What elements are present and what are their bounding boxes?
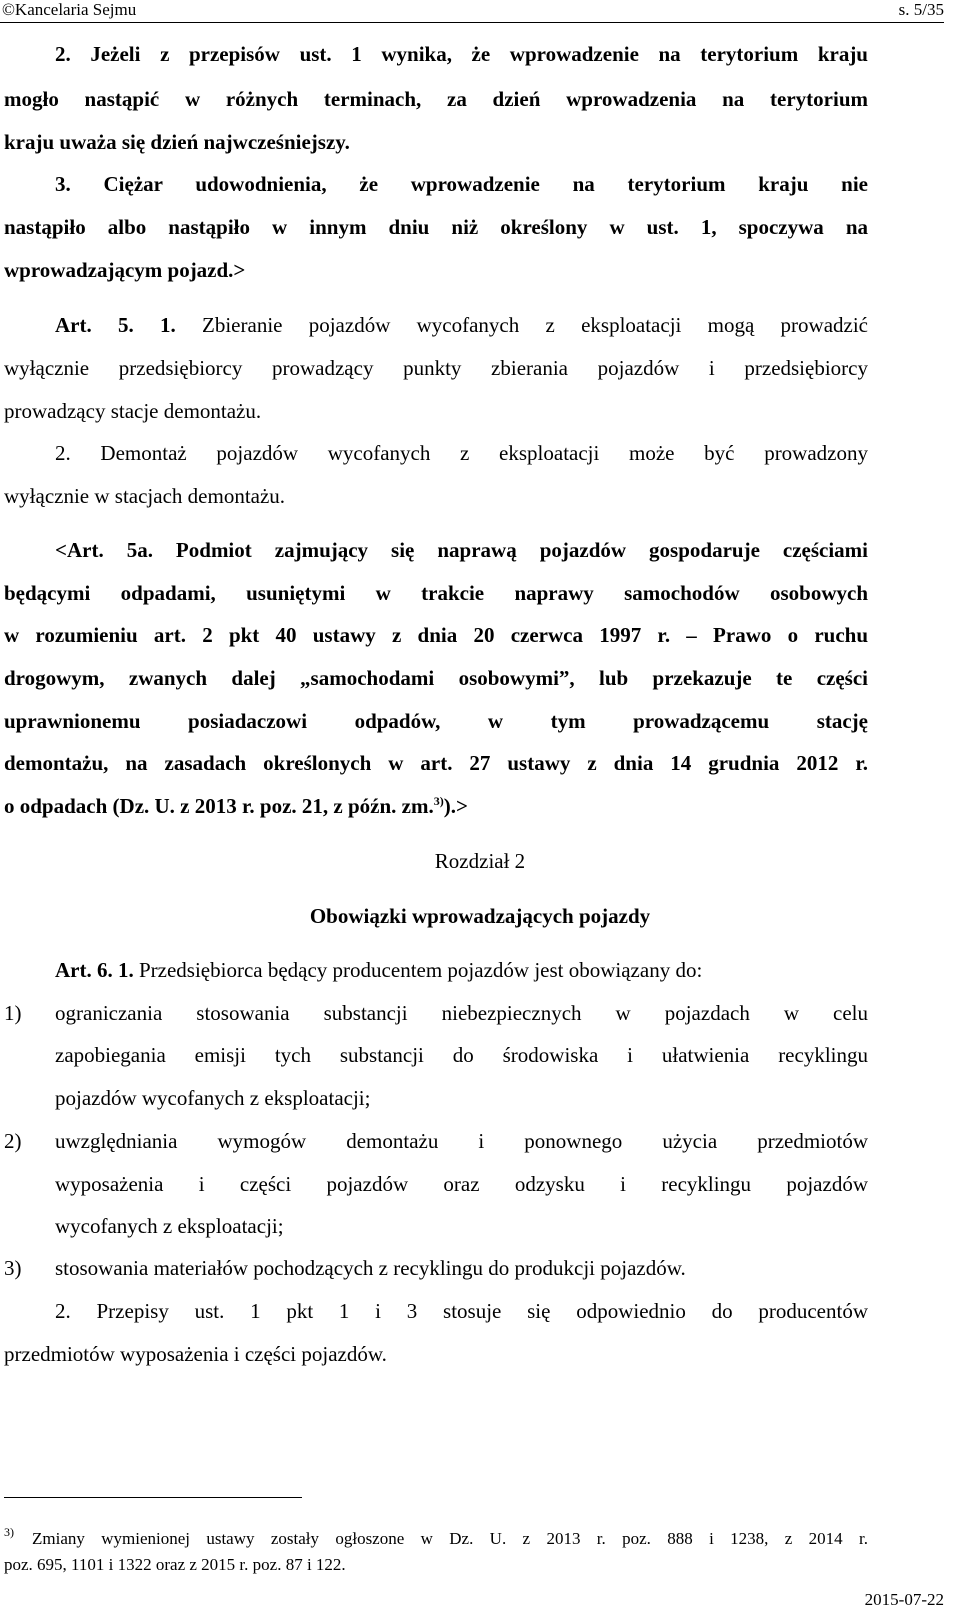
- text-span: ).>: [443, 794, 468, 818]
- article-text: Przedsiębiorca będący producentem pojazdów jest obowiązany do:: [138, 958, 703, 982]
- text-line: 2. Przepisy ust. 1 pkt 1 i 3 stosuje się odpowiednio do producentów: [55, 1299, 868, 1323]
- list-item-line: stosowania materiałów pochodzących z recyklingu do produkcji pojazdów.: [55, 1256, 686, 1280]
- list-item-line: uwzględniania wymogów demontażu i ponownego użycia przedmiotów: [55, 1129, 868, 1153]
- list-item-line: wyposażenia i części pojazdów oraz odzysku i recyklingu pojazdów: [55, 1172, 868, 1196]
- list-item-line: ograniczania stosowania substancji niebezpiecznych w pojazdach w celu: [55, 1001, 868, 1025]
- article-6-line: [55, 956, 868, 984]
- text-span: o odpadach (Dz. U. z 2013 r. poz. 21, z późn. zm.: [4, 794, 434, 818]
- list-number: 1): [4, 1001, 22, 1025]
- text-line: wyłącznie przedsiębiorcy prowadzący punkty zbierania pojazdów i przedsiębiorcy: [4, 356, 868, 380]
- article-5-line: [55, 311, 868, 339]
- text-line: wprowadzającym pojazd.>: [4, 258, 246, 282]
- article-label: Art. 6. 1.: [55, 958, 134, 982]
- text-line: drogowym, zwanych dalej „samochodami osobowymi”, lub przekazuje te części: [4, 666, 868, 690]
- list-item-line: zapobiegania emisji tych substancji do środowiska i ułatwienia recyklingu: [55, 1043, 868, 1067]
- text-line: [4, 792, 868, 820]
- page-number: s. 5/35: [898, 0, 944, 19]
- text-line: będącymi odpadami, usuniętymi w trakcie naprawy samochodów osobowych: [4, 581, 868, 605]
- article-label: Art. 5. 1.: [55, 313, 176, 337]
- text-line: w rozumieniu art. 2 pkt 40 ustawy z dnia 20 czerwca 1997 r. – Prawo o ruchu: [4, 623, 868, 647]
- text-line: prowadzący stacje demontażu.: [4, 399, 262, 423]
- footnote-ref: 3): [433, 794, 444, 808]
- text-line: przedmiotów wyposażenia i części pojazdów.: [4, 1342, 387, 1366]
- chapter-title: Obowiązki wprowadzających pojazdy: [309, 904, 651, 928]
- text-line: nastąpiło albo nastąpiło w innym dniu niż określony w ust. 1, spoczywa na: [4, 215, 868, 239]
- footnote-divider: [4, 1497, 302, 1498]
- list-number: 3): [4, 1256, 22, 1280]
- text-line: 3. Ciężar udowodnienia, że wprowadzenie na terytorium kraju nie: [55, 172, 868, 196]
- footnote-text: Zmiany wymienionej ustawy zostały ogłoszone w Dz. U. z 2013 r. poz. 888 i 1238, z 2014 r.: [32, 1529, 868, 1548]
- footnote-text: poz. 695, 1101 i 1322 oraz z 2015 r. poz. 87 i 122.: [4, 1555, 346, 1574]
- list-item-line: wycofanych z eksploatacji;: [55, 1214, 284, 1238]
- text-line: <Art. 5a. Podmiot zajmujący się naprawą pojazdów gospodaruje częściami: [55, 538, 868, 562]
- text-line: mogło nastąpić w różnych terminach, za dzień wprowadzenia na terytorium: [4, 87, 868, 111]
- text-line: 2. Demontaż pojazdów wycofanych z eksploatacji może być prowadzony: [55, 441, 868, 465]
- list-item-line: pojazdów wycofanych z eksploatacji;: [55, 1086, 371, 1110]
- header-divider: [0, 22, 944, 23]
- text-line: demontażu, na zasadach określonych w art. 27 ustawy z dnia 14 grudnia 2012 r.: [4, 751, 868, 775]
- list-number: 2): [4, 1129, 22, 1153]
- text-line: uprawnionemu posiadaczowi odpadów, w tym prowadzącemu stację: [4, 709, 868, 733]
- chapter-number: Rozdział 2: [434, 849, 526, 873]
- text-line: kraju uważa się dzień najwcześniejszy.: [4, 130, 350, 154]
- article-text: Zbieranie pojazdów wycofanych z eksploatacji mogą prowadzić: [202, 313, 868, 337]
- header-copyright: ©Kancelaria Sejmu: [2, 0, 137, 19]
- text-line: wyłącznie w stacjach demontażu.: [4, 484, 286, 508]
- text-line: 2. Jeżeli z przepisów ust. 1 wynika, że wprowadzenie na terytorium kraju: [55, 42, 868, 66]
- document-date: 2015-07-22: [864, 1590, 944, 1609]
- footnote-mark: 3): [4, 1525, 14, 1539]
